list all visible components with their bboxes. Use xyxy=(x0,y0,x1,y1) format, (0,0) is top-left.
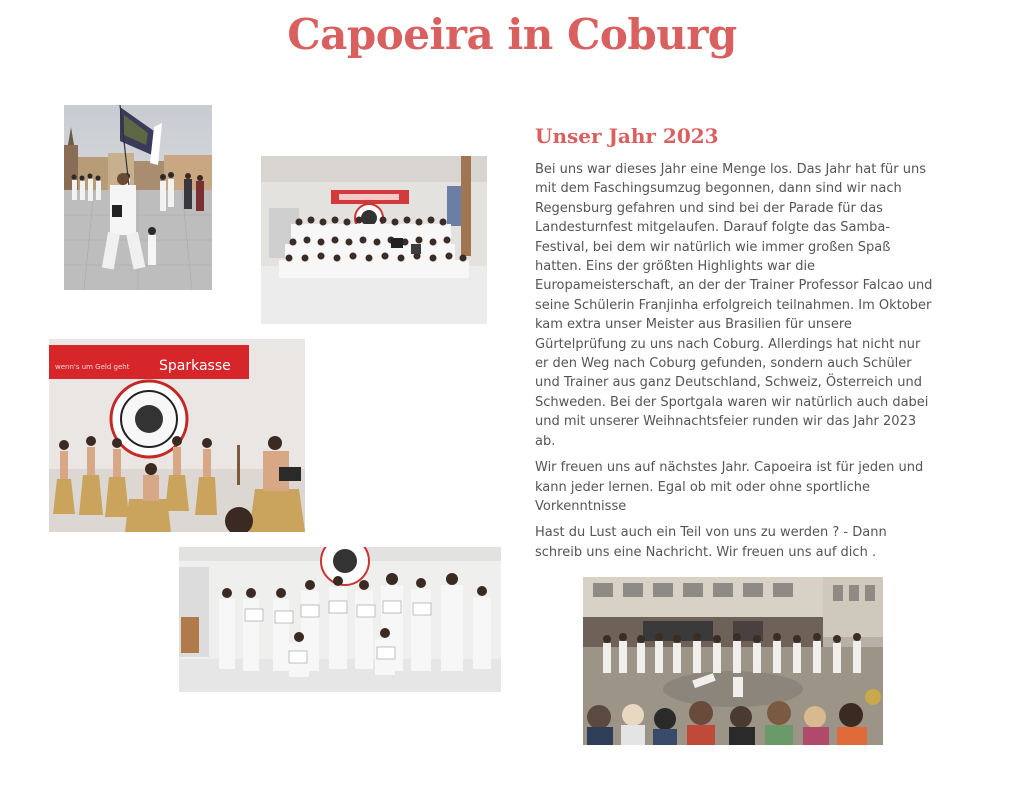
photo-kids-certificates[interactable] xyxy=(179,547,501,692)
photo-parade[interactable] xyxy=(64,105,212,290)
street-roda-image xyxy=(583,577,883,745)
banner-slogan: wenn's um Geld geht xyxy=(55,363,130,371)
section-heading: Unser Jahr 2023 xyxy=(535,124,719,148)
kids-certificates-image xyxy=(179,547,501,692)
photo-performance[interactable] xyxy=(49,339,305,532)
photo-street-roda[interactable] xyxy=(583,577,883,745)
performance-image xyxy=(49,339,305,532)
banner-brand: Sparkasse xyxy=(159,358,231,374)
article-paragraph-2: Wir freuen uns auf nächstes Jahr. Capoeira ist für jeden und kann jeder lernen. Egal ob mit oder ohne sportliche Vorkenntnisse xyxy=(535,460,924,514)
article-paragraph-1: Bei uns war dieses Jahr eine Menge los. Das Jahr hat für uns mit dem Faschingsumzug begonnen, dann sind wir nach Regensburg gefahren und sind bei der Parade für das Landesturnfest mitgelaufen. Darauf folgte das Samba-Festival, bei dem wir natürlich wie immer großen Spaß hatten. Eins der größten Highlights war die Europameisterschaft, an der der Trainer Professor Falcao und seine Schülerin Franjinha erfolgreich teilnahmen. Im Oktober kam extra unser Meister aus Brasilien für unsere Gürtelprüfung zu uns nach Coburg. Allerdings hat nicht nur er den Weg nach Coburg gefunden, sondern auch Schüler und Trainer aus ganz Deutschland, Schweiz, Österreich und Schweden. Bei der Sportgala waren wir natürlich auch dabei und mit unserer Weihnachtsfeier runden wir das Jahr 2023 ab. xyxy=(535,162,933,449)
group-hall-image xyxy=(261,156,487,324)
parade-image xyxy=(64,105,212,290)
article-paragraph-3: Hast du Lust auch ein Teil von uns zu werden ? - Dann schreib uns eine Nachricht. Wir freuen uns auf dich . xyxy=(535,525,887,560)
photo-group-hall[interactable] xyxy=(261,156,487,324)
page-title: Capoeira in Coburg xyxy=(287,10,737,59)
article-body xyxy=(535,160,935,569)
